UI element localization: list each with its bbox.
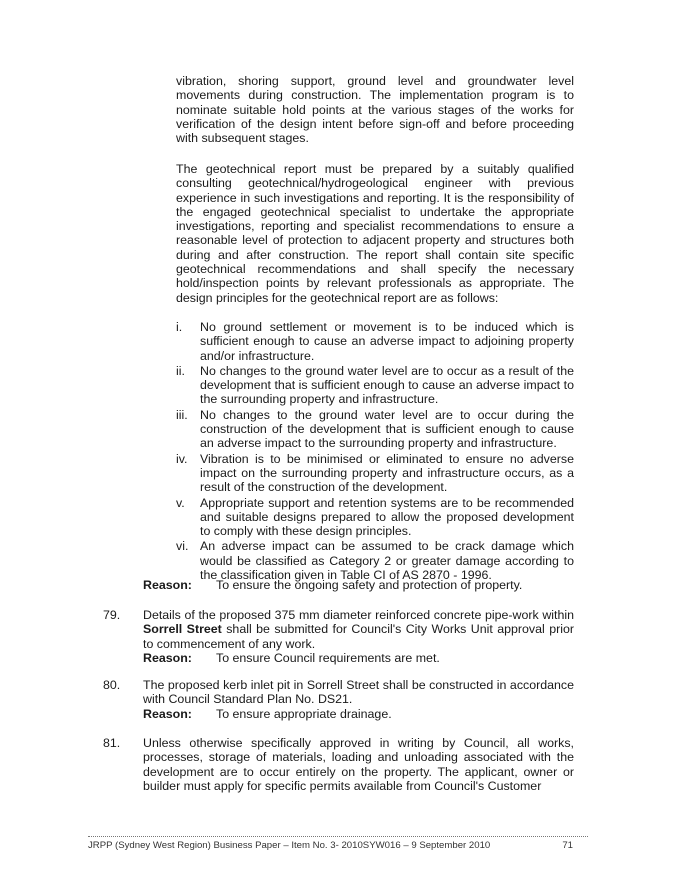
reason-text: To ensure Council requirements are met. [216,650,440,665]
list-item [176,496,574,539]
list-item-number: v. [176,495,185,510]
condition-text-cont: shall be submitted for Council's City Works Unit approval prior to commencement of any work. [143,622,574,651]
reason-label: Reason: [143,706,192,721]
list-item-text: No changes to the ground water level are to occur as a result of the development that is sufficient enough to cause an adverse impact to the surrounding property and infrastructure. [200,363,574,407]
list-item-number: iii. [176,407,188,422]
list-item [176,408,574,451]
list-item [176,452,574,495]
street-name: Sorrell Street [143,622,222,637]
condition-body [143,608,574,665]
list-item-text: Appropriate support and retention systems are to be recommended and suitable designs prepared to allow the proposed development to comply with these design principles. [200,495,574,539]
list-item-number: ii. [176,363,185,378]
condition-80 [103,678,574,721]
reason-text: To ensure the ongoing safety and protection of property. [216,578,523,592]
intro-paragraph-1-text: vibration, shoring support, ground level and groundwater level movements during construction. The implementation program is to nominate suitable hold points at the various stages of the works for verification of the design intent before sign-off and before proceeding with subsequent stages. [176,74,574,146]
condition-number: 79. [103,608,121,622]
design-principles-list [176,320,574,583]
condition-body [143,678,574,721]
list-item-text: No ground settlement or movement is to be induced which is sufficient enough to cause an adverse impact to adjoining property and/or infrastructure. [200,320,574,363]
intro-paragraph-2 [176,162,574,305]
intro-paragraph-2-text: The geotechnical report must be prepared by a suitably qualified consulting geotechnical/hydrogeological engineer with previous experience in such investigations and reporting. It is the responsibility of the engaged geotechnical specialist to undertake the appropriate investigations, reporting and specialist recommendations to ensure a reasonable level of protection to adjacent property and structures both during and after construction. The report shall contain site specific geotechnical recommendations and shall specify the necessary hold/inspection points by relevant professionals as appropriate. The design principles for the geotechnical report are as follows: [176,162,574,305]
condition-number: 81. [103,736,121,750]
footer-divider [88,836,588,837]
list-item-text: Vibration is to be minimised or eliminated to ensure no adverse impact on the surrounding property and infrastructure occurs, as a result of the construction of the development. [200,451,574,495]
intro-paragraph-1 [176,74,574,145]
condition-text: Details of the proposed 375 mm diameter reinforced concrete pipe-work within [143,608,574,622]
list-item-number: iv. [176,451,188,466]
list-item-number: vi. [176,539,189,554]
condition-81 [103,736,574,793]
condition-text: Unless otherwise specifically approved in writing by Council, all works, processes, storage of materials, loading and unloading associated with the development are to occur entirely on the property. The applicant, owner or builder must apply for specific permits available from Council's Customer [143,736,574,793]
list-item [176,364,574,407]
list-item-number: i. [176,320,183,334]
list-item [176,539,574,582]
reason-text: To ensure appropriate drainage. [216,706,392,721]
list-item-text: An adverse impact can be assumed to be crack damage which would be classified as Category 2 or greater damage according to the classification given in Table CI of AS 2870 - 1996. [200,539,574,583]
condition-number: 80. [103,678,121,692]
page-number: 71 [562,840,573,851]
reason-78 [143,578,522,592]
reason-label: Reason: [143,650,192,665]
condition-text: The proposed kerb inlet pit in Sorrell Street shall be constructed in accordance with Council Standard Plan No. DS21. [143,678,574,707]
footer-text: JRPP (Sydney West Region) Business Paper – Item No. 3- 2010SYW016 – 9 September 2010 [88,840,491,851]
reason-80 [143,707,574,721]
list-item-text: No changes to the ground water level are to occur during the construction of the development that is sufficient enough to cause an adverse impact to the surrounding property and infrastructure. [200,407,574,451]
reason-79 [143,651,574,665]
condition-body [143,736,574,793]
condition-79 [103,608,574,665]
page-footer [88,840,573,851]
reason-label: Reason: [143,578,192,592]
list-item [176,320,574,363]
